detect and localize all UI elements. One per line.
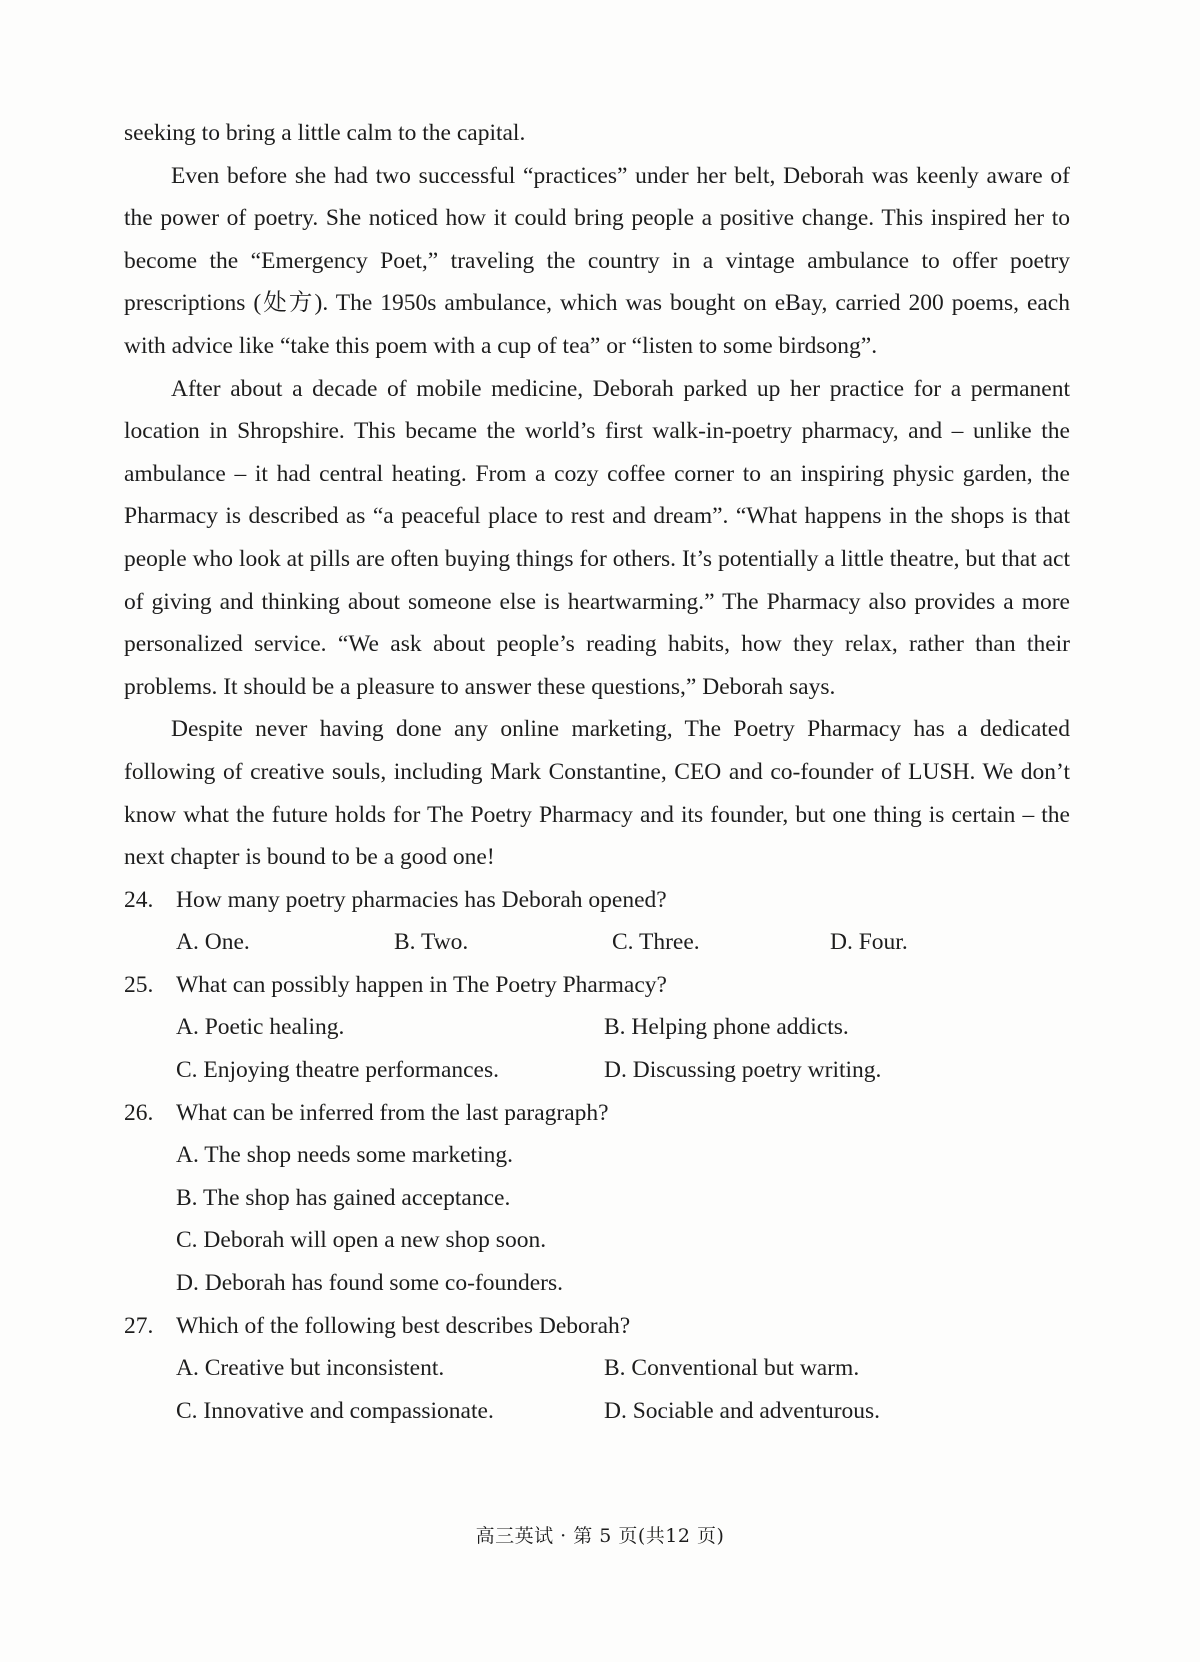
option-b[interactable]: B. Two. — [394, 929, 469, 956]
passage-paragraph: After about a decade of mobile medicine, Deborah parked up her practice for a permanent location in Shropshire. This became the world’s first walk-in-poetry pharmacy, and – unlike the ambulance – it had central heating. From a cozy coffee corner to an inspiring physic garden, the Pharmacy is described as “a peaceful place to rest and dream”. “What happens in the shops is that people who look at pills are often buying things for others. It’s potentially a little theatre, but that act of giving and thinking about someone else is heartwarming.” The Pharmacy also provides a more personalized service. “We ask about people’s reading habits, how they relax, rather than their problems. It should be a pleasure to answer these questions,” Deborah says. — [124, 375, 1070, 700]
question-number: 27. — [124, 1312, 154, 1339]
answer-options — [124, 1134, 1070, 1304]
answer-options — [124, 921, 1070, 964]
option-b[interactable]: B. Conventional but warm. — [604, 1355, 860, 1382]
passage-paragraph: Even before she had two successful “practices” under her belt, Deborah was keenly aware of the power of poetry. She noticed how it could bring people a positive change. This inspired her to become the “Emergency Poet,” traveling the country in a vintage ambulance to offer poetry prescriptions (处方). The 1950s ambulance, which was bought on eBay, carried 200 poems, each with advice like “take this poem with a cup of tea” or “listen to some birdsong”. — [124, 162, 1070, 359]
option-c[interactable]: C. Three. — [612, 929, 700, 956]
question-27 — [124, 1305, 1070, 1433]
option-d[interactable]: D. Sociable and adventurous. — [604, 1397, 881, 1424]
page-footer: 高三英试 · 第 5 页(共12 页) — [475, 1525, 725, 1547]
option-a[interactable]: A. The shop needs some marketing. — [176, 1142, 513, 1169]
question-number: 25. — [124, 971, 154, 998]
answer-options — [124, 1006, 1070, 1091]
question-26 — [124, 1092, 1070, 1305]
option-a[interactable]: A. Creative but inconsistent. — [176, 1355, 445, 1382]
question-number: 26. — [124, 1099, 154, 1126]
option-a[interactable]: A. One. — [176, 929, 250, 956]
option-a[interactable]: A. Poetic healing. — [176, 1014, 345, 1041]
question-25 — [124, 964, 1070, 1092]
passage-paragraph: seeking to bring a little calm to the capital. — [124, 120, 526, 146]
option-b[interactable]: B. Helping phone addicts. — [604, 1014, 849, 1041]
question-text: How many poetry pharmacies has Deborah opened? — [176, 886, 667, 913]
question-number: 24. — [124, 886, 154, 913]
question-text: Which of the following best describes Deborah? — [176, 1312, 631, 1339]
answer-options — [124, 1347, 1070, 1432]
question-text: What can be inferred from the last paragraph? — [176, 1099, 609, 1126]
option-c[interactable]: C. Deborah will open a new shop soon. — [176, 1227, 547, 1254]
question-text: What can possibly happen in The Poetry Pharmacy? — [176, 971, 667, 998]
option-b[interactable]: B. The shop has gained acceptance. — [176, 1184, 511, 1211]
option-c[interactable]: C. Innovative and compassionate. — [176, 1397, 494, 1424]
question-24 — [124, 879, 1070, 964]
option-d[interactable]: D. Four. — [830, 929, 908, 956]
option-c[interactable]: C. Enjoying theatre performances. — [176, 1057, 500, 1084]
passage-paragraph: Despite never having done any online marketing, The Poetry Pharmacy has a dedicated following of creative souls, including Mark Constantine, CEO and co-founder of LUSH. We don’t know what the future holds for The Poetry Pharmacy and its founder, but one thing is certain – the next chapter is bound to be a good one! — [124, 716, 1070, 871]
option-d[interactable]: D. Discussing poetry writing. — [604, 1057, 882, 1084]
reading-passage — [124, 112, 1070, 1432]
option-d[interactable]: D. Deborah has found some co-founders. — [176, 1270, 563, 1297]
